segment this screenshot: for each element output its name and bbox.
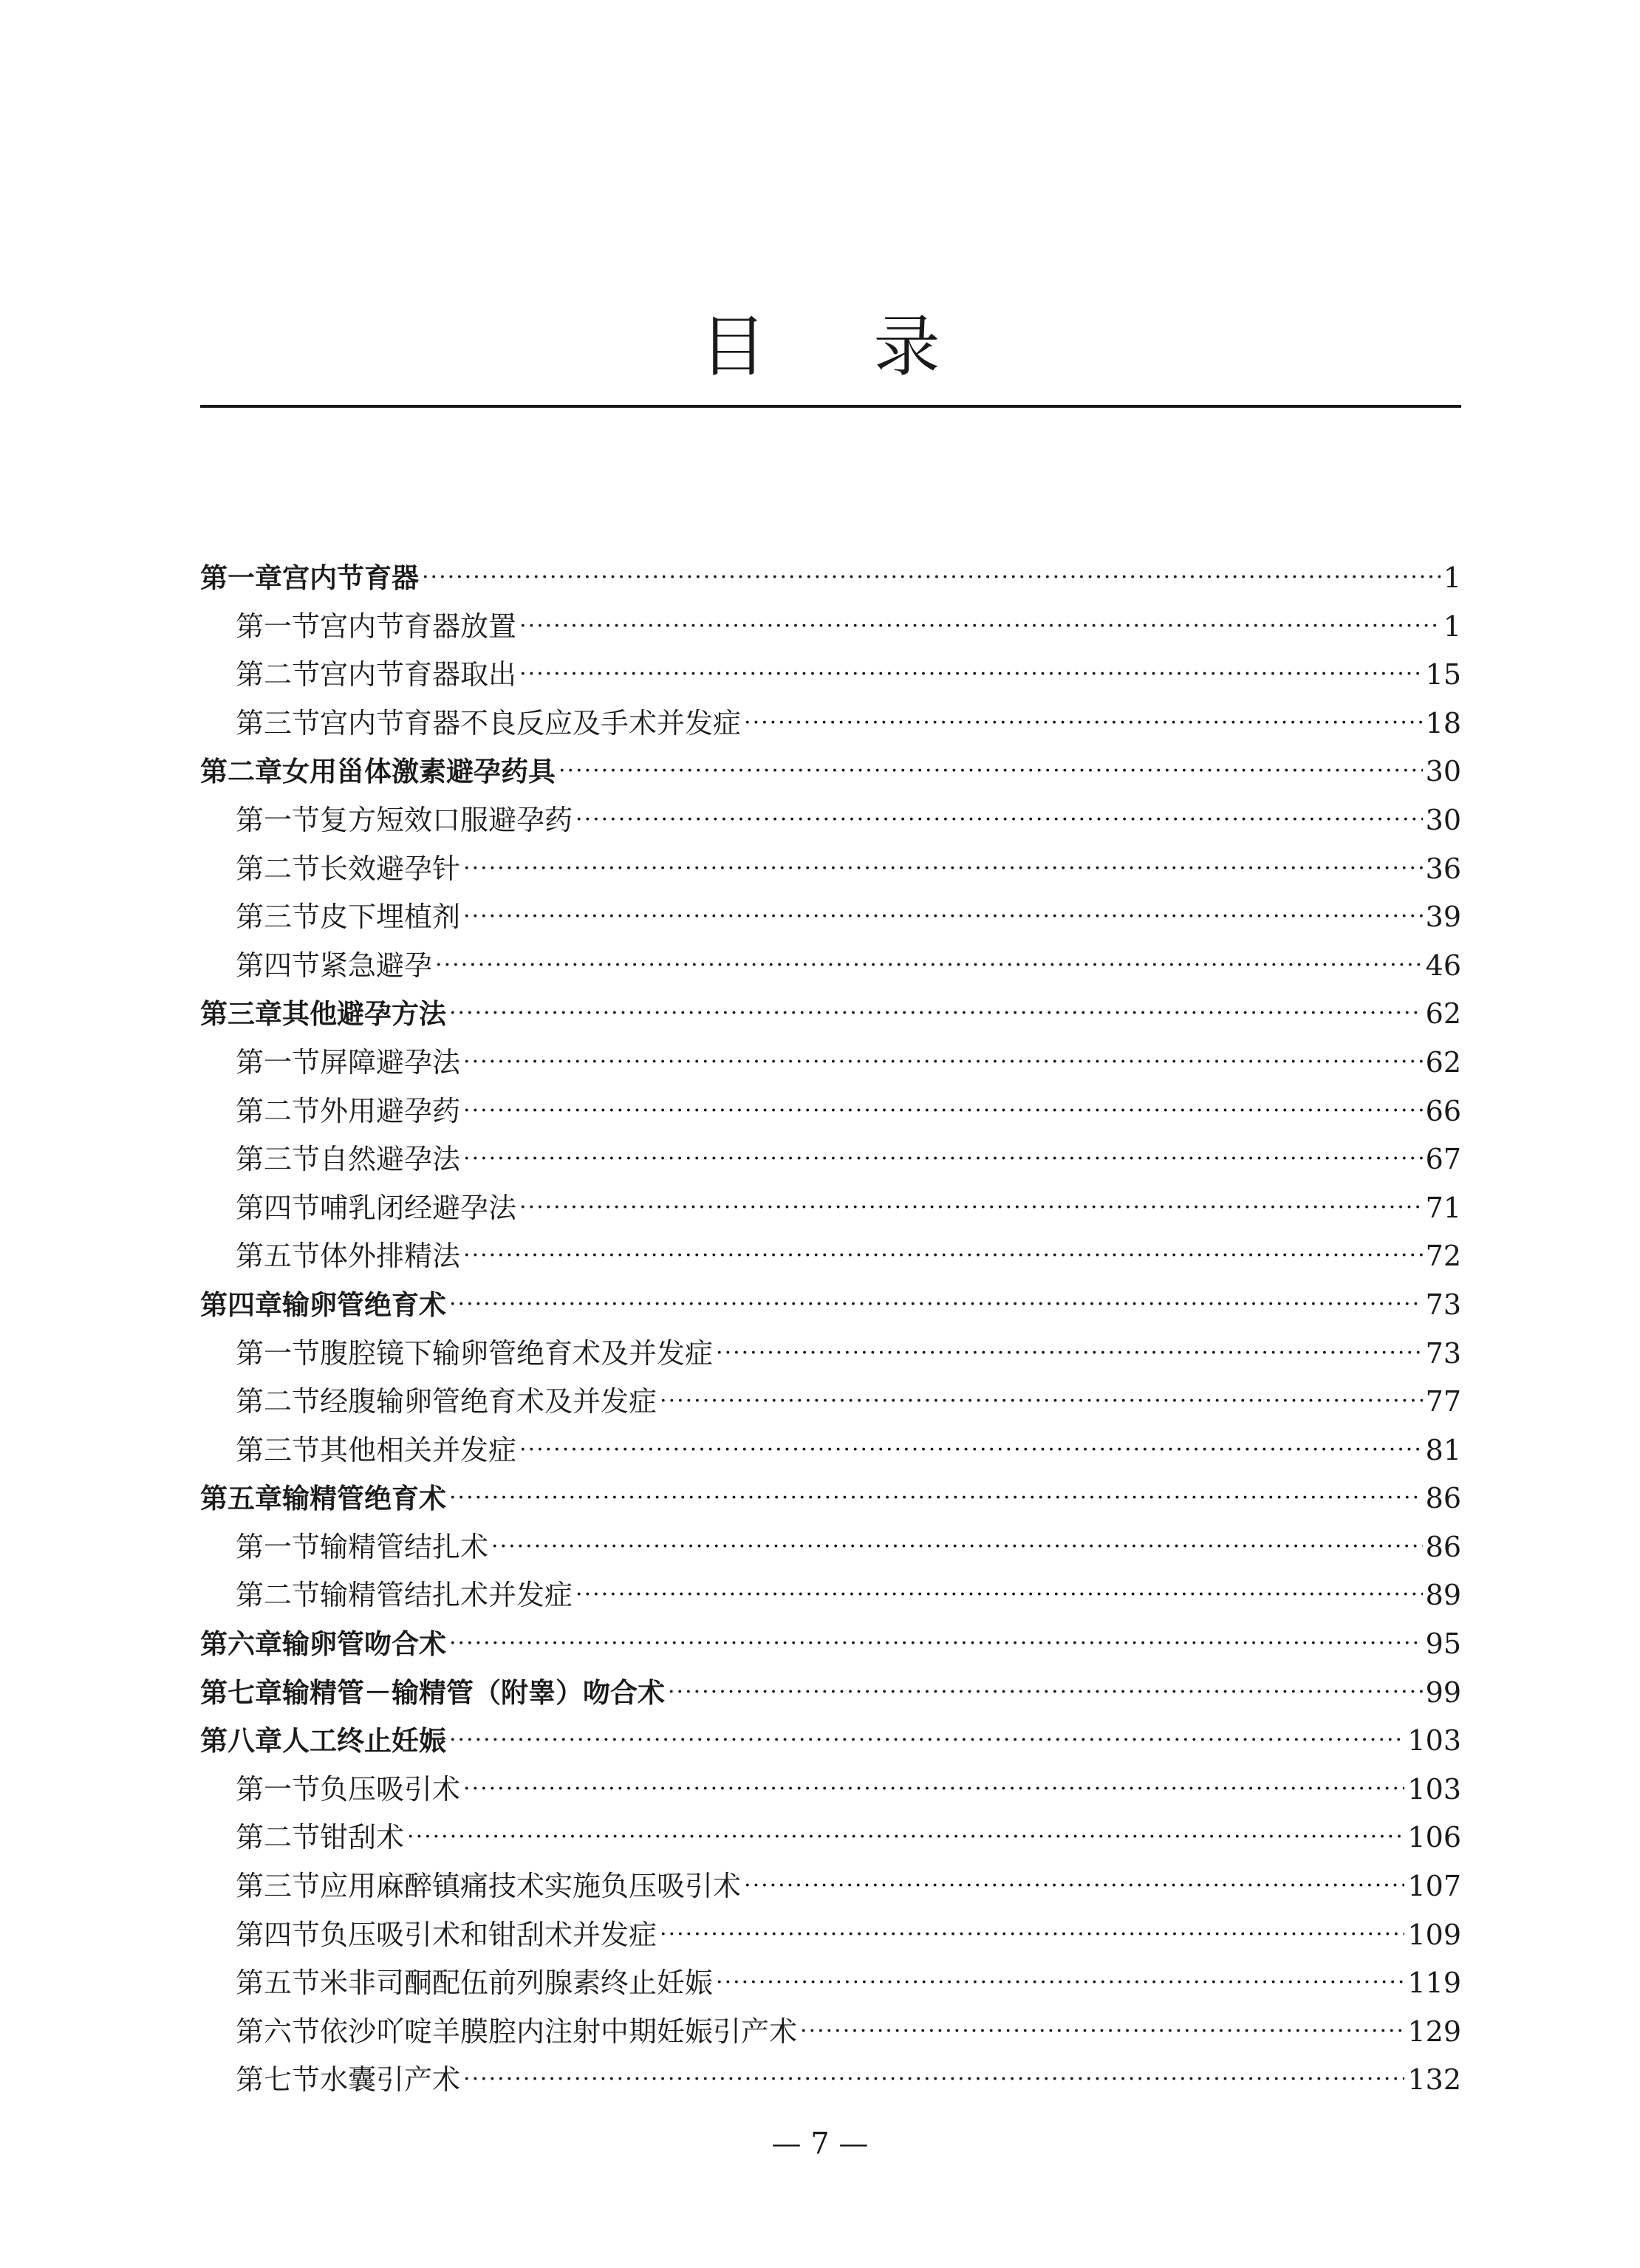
toc-entry-title: 宫内节育器 bbox=[282, 562, 419, 594]
toc-entry-number: 第三节 bbox=[236, 901, 321, 934]
toc-chapter-entry[interactable] bbox=[200, 1717, 1461, 1766]
toc-entry-page: 36 bbox=[1425, 852, 1461, 885]
toc-entry-number: 第二节 bbox=[236, 1385, 321, 1418]
toc-entry-number: 第一节 bbox=[236, 1530, 321, 1563]
toc-dot-leader bbox=[463, 1038, 1423, 1087]
toc-dot-leader bbox=[435, 941, 1423, 990]
toc-section-entry[interactable] bbox=[200, 1911, 1461, 1960]
toc-dot-leader bbox=[519, 1426, 1423, 1475]
toc-entry-title: 体外排精法 bbox=[320, 1240, 461, 1273]
toc-entry-number: 第三节 bbox=[236, 1143, 321, 1176]
toc-dot-leader bbox=[519, 650, 1423, 699]
page-title-char-2: 录 bbox=[873, 308, 940, 386]
toc-dot-leader bbox=[575, 796, 1423, 844]
toc-entry-number: 第二节 bbox=[236, 852, 321, 885]
toc-chapter-entry[interactable] bbox=[200, 1281, 1461, 1330]
toc-entry-page: 103 bbox=[1407, 1772, 1461, 1806]
toc-entry-number: 第三节 bbox=[236, 1433, 321, 1466]
toc-chapter-entry[interactable] bbox=[200, 1669, 1461, 1718]
toc-dot-leader bbox=[449, 1716, 1404, 1765]
toc-entry-number: 第一节 bbox=[236, 803, 321, 836]
toc-entry-number: 第二节 bbox=[236, 1579, 321, 1612]
toc-dot-leader bbox=[716, 1329, 1423, 1378]
toc-entry-page: 66 bbox=[1425, 1094, 1461, 1127]
toc-section-entry[interactable] bbox=[200, 893, 1461, 942]
toc-entry-page: 15 bbox=[1425, 658, 1461, 691]
toc-entry-page: 73 bbox=[1425, 1336, 1461, 1370]
toc-section-entry[interactable] bbox=[200, 1135, 1461, 1184]
toc-entry-title: 水囊引产术 bbox=[320, 2063, 461, 2097]
toc-dot-leader bbox=[449, 1474, 1423, 1523]
toc-entry-page: 95 bbox=[1425, 1627, 1461, 1661]
toc-dot-leader bbox=[744, 1862, 1404, 1910]
toc-dot-leader bbox=[422, 553, 1441, 602]
toc-entry-page: 67 bbox=[1425, 1143, 1461, 1176]
toc-entry-page: 73 bbox=[1425, 1288, 1461, 1321]
toc-entry-number: 第五章 bbox=[200, 1483, 282, 1515]
toc-entry-page: 18 bbox=[1425, 706, 1461, 740]
toc-chapter-entry[interactable] bbox=[200, 1620, 1461, 1669]
toc-section-entry[interactable] bbox=[200, 1184, 1461, 1233]
toc-entry-page: 39 bbox=[1425, 901, 1461, 934]
toc-dot-leader bbox=[463, 1087, 1423, 1135]
toc-dot-leader bbox=[660, 1910, 1404, 1959]
toc-entry-title: 宫内节育器取出 bbox=[320, 658, 517, 691]
toc-entry-title: 复方短效口服避孕药 bbox=[320, 803, 573, 836]
toc-entry-title: 输精管结扎术 bbox=[320, 1530, 489, 1563]
toc-entry-title: 钳刮术 bbox=[320, 1821, 405, 1854]
toc-entry-number: 第五节 bbox=[236, 1967, 321, 2000]
toc-dot-leader bbox=[491, 1523, 1423, 1571]
toc-entry-page: 103 bbox=[1407, 1724, 1461, 1758]
toc-entry-page: 46 bbox=[1425, 949, 1461, 982]
toc-dot-leader bbox=[463, 1765, 1404, 1814]
page-title-char-1: 目 bbox=[700, 308, 767, 386]
toc-entry-page: 89 bbox=[1425, 1579, 1461, 1612]
toc-entry-title: 输精管－输精管（附睾）吻合术 bbox=[282, 1676, 665, 1709]
toc-section-entry[interactable] bbox=[200, 1039, 1461, 1087]
toc-entry-title: 应用麻醉镇痛技术实施负压吸引术 bbox=[320, 1870, 742, 1903]
toc-entry-title: 人工终止妊娠 bbox=[282, 1725, 446, 1758]
toc-entry-page: 109 bbox=[1407, 1918, 1461, 1951]
toc-entry-number: 第五节 bbox=[236, 1240, 321, 1273]
toc-section-entry[interactable] bbox=[200, 2008, 1461, 2057]
toc-entry-title: 外用避孕药 bbox=[320, 1094, 461, 1127]
toc-dot-leader bbox=[519, 1183, 1423, 1232]
toc-entry-page: 62 bbox=[1425, 997, 1461, 1031]
toc-entry-title: 经腹输卵管绝育术及并发症 bbox=[320, 1385, 657, 1418]
toc-chapter-entry[interactable] bbox=[200, 554, 1461, 603]
toc-entry-page: 86 bbox=[1425, 1482, 1461, 1515]
toc-entry-title: 负压吸引术 bbox=[320, 1772, 461, 1806]
toc-section-entry[interactable] bbox=[200, 651, 1461, 700]
toc-entry-number: 第六节 bbox=[236, 2015, 321, 2048]
toc-entry-page: 99 bbox=[1425, 1676, 1461, 1709]
toc-entry-title: 哺乳闭经避孕法 bbox=[320, 1191, 517, 1224]
toc-dot-leader bbox=[463, 892, 1423, 941]
toc-entry-page: 107 bbox=[1407, 1870, 1461, 1903]
toc-entry-page: 62 bbox=[1425, 1045, 1461, 1079]
toc-entry-title: 输卵管绝育术 bbox=[282, 1288, 446, 1321]
toc-dot-leader bbox=[449, 1619, 1423, 1668]
toc-entry-number: 第二章 bbox=[200, 756, 282, 788]
toc-dot-leader bbox=[449, 1280, 1423, 1329]
toc-entry-page: 1 bbox=[1443, 561, 1461, 594]
toc-entry-number: 第四章 bbox=[200, 1288, 282, 1321]
toc-section-entry[interactable] bbox=[200, 1862, 1461, 1911]
toc-entry-page: 129 bbox=[1407, 2015, 1461, 2048]
toc-entry-title: 依沙吖啶羊膜腔内注射中期妊娠引产术 bbox=[320, 2015, 798, 2048]
toc-entry-title: 输精管绝育术 bbox=[282, 1483, 446, 1515]
toc-dot-leader bbox=[463, 1232, 1423, 1280]
toc-section-entry[interactable] bbox=[200, 1571, 1461, 1620]
toc-entry-page: 30 bbox=[1425, 803, 1461, 836]
toc-chapter-entry[interactable] bbox=[200, 990, 1461, 1039]
toc-entry-page: 86 bbox=[1425, 1530, 1461, 1563]
toc-entry-number: 第三章 bbox=[200, 998, 282, 1031]
toc-entry-page: 30 bbox=[1425, 755, 1461, 788]
toc-entry-number: 第一章 bbox=[200, 562, 282, 594]
toc-entry-title: 输卵管吻合术 bbox=[282, 1628, 446, 1661]
toc-entry-number: 第四节 bbox=[236, 1918, 321, 1951]
toc-entry-title: 屏障避孕法 bbox=[320, 1045, 461, 1079]
toc-dot-leader bbox=[558, 747, 1423, 796]
toc-entry-title: 负压吸引术和钳刮术并发症 bbox=[320, 1918, 657, 1951]
toc-entry-number: 第七章 bbox=[200, 1676, 282, 1709]
toc-section-entry[interactable] bbox=[200, 1766, 1461, 1814]
toc-section-entry[interactable] bbox=[200, 942, 1461, 991]
toc-section-entry[interactable] bbox=[200, 1087, 1461, 1136]
page-number: — 7 — bbox=[771, 2127, 869, 2161]
toc-entry-number: 第一节 bbox=[236, 1045, 321, 1079]
toc-dot-leader bbox=[463, 844, 1423, 893]
title-divider bbox=[200, 405, 1461, 408]
toc-entry-number: 第一节 bbox=[236, 1772, 321, 1806]
toc-entry-page: 106 bbox=[1407, 1821, 1461, 1854]
toc-entry-number: 第四节 bbox=[236, 1191, 321, 1224]
toc-entry-page: 81 bbox=[1425, 1433, 1461, 1466]
toc-chapter-entry[interactable] bbox=[200, 748, 1461, 796]
toc-dot-leader bbox=[744, 699, 1423, 748]
toc-entry-title: 腹腔镜下输卵管绝育术及并发症 bbox=[320, 1336, 714, 1370]
toc-entry-page: 72 bbox=[1425, 1240, 1461, 1273]
toc-entry-number: 第一节 bbox=[236, 609, 321, 643]
toc-entry-title: 输精管结扎术并发症 bbox=[320, 1579, 573, 1612]
toc-section-entry[interactable] bbox=[200, 1232, 1461, 1281]
toc-dot-leader bbox=[716, 1958, 1404, 2007]
toc-section-entry[interactable] bbox=[200, 700, 1461, 748]
toc-entry-number: 第八章 bbox=[200, 1725, 282, 1758]
toc-entry-number: 第六章 bbox=[200, 1628, 282, 1661]
toc-entry-page: 77 bbox=[1425, 1385, 1461, 1418]
toc-entry-page: 71 bbox=[1425, 1191, 1461, 1224]
toc-entry-number: 第三节 bbox=[236, 706, 321, 740]
toc-entry-number: 第三节 bbox=[236, 1870, 321, 1903]
toc-dot-leader bbox=[407, 1813, 1404, 1862]
toc-section-entry[interactable] bbox=[200, 2056, 1461, 2105]
toc-dot-leader bbox=[463, 2055, 1404, 2104]
toc-entry-title: 紧急避孕 bbox=[320, 949, 433, 982]
page-title bbox=[0, 303, 1640, 392]
toc-entry-number: 第二节 bbox=[236, 1094, 321, 1127]
toc-dot-leader bbox=[575, 1571, 1423, 1619]
toc-entry-title: 米非司酮配伍前列腺素终止妊娠 bbox=[320, 1967, 714, 2000]
toc-section-entry[interactable] bbox=[200, 1959, 1461, 2008]
toc-section-entry[interactable] bbox=[200, 1427, 1461, 1475]
toc-entry-title: 其他避孕方法 bbox=[282, 998, 446, 1031]
toc-entry-number: 第七节 bbox=[236, 2063, 321, 2097]
toc-entry-title: 皮下埋植剂 bbox=[320, 901, 461, 934]
toc-entry-title: 自然避孕法 bbox=[320, 1143, 461, 1176]
toc-entry-number: 第一节 bbox=[236, 1336, 321, 1370]
table-of-contents bbox=[200, 554, 1461, 2105]
toc-dot-leader bbox=[668, 1668, 1423, 1717]
toc-section-entry[interactable] bbox=[200, 1330, 1461, 1379]
toc-section-entry[interactable] bbox=[200, 1523, 1461, 1572]
toc-section-entry[interactable] bbox=[200, 1814, 1461, 1862]
toc-dot-leader bbox=[463, 1135, 1423, 1183]
toc-entry-title: 长效避孕针 bbox=[320, 852, 461, 885]
toc-chapter-entry[interactable] bbox=[200, 1475, 1461, 1523]
toc-section-entry[interactable] bbox=[200, 1378, 1461, 1427]
toc-entry-number: 第二节 bbox=[236, 658, 321, 691]
toc-entry-title: 宫内节育器放置 bbox=[320, 609, 517, 643]
toc-entry-title: 宫内节育器不良反应及手术并发症 bbox=[320, 706, 742, 740]
toc-dot-leader bbox=[800, 2007, 1404, 2056]
toc-section-entry[interactable] bbox=[200, 845, 1461, 894]
toc-entry-page: 119 bbox=[1407, 1967, 1461, 2000]
toc-entry-page: 132 bbox=[1407, 2063, 1461, 2097]
toc-entry-title: 其他相关并发症 bbox=[320, 1433, 517, 1466]
toc-section-entry[interactable] bbox=[200, 603, 1461, 652]
toc-entry-title: 女用甾体激素避孕药具 bbox=[282, 756, 556, 788]
toc-dot-leader bbox=[519, 602, 1441, 651]
toc-dot-leader bbox=[449, 989, 1423, 1038]
toc-section-entry[interactable] bbox=[200, 796, 1461, 845]
toc-entry-page: 1 bbox=[1443, 609, 1461, 643]
toc-entry-number: 第二节 bbox=[236, 1821, 321, 1854]
toc-dot-leader bbox=[660, 1377, 1423, 1426]
toc-entry-number: 第四节 bbox=[236, 949, 321, 982]
